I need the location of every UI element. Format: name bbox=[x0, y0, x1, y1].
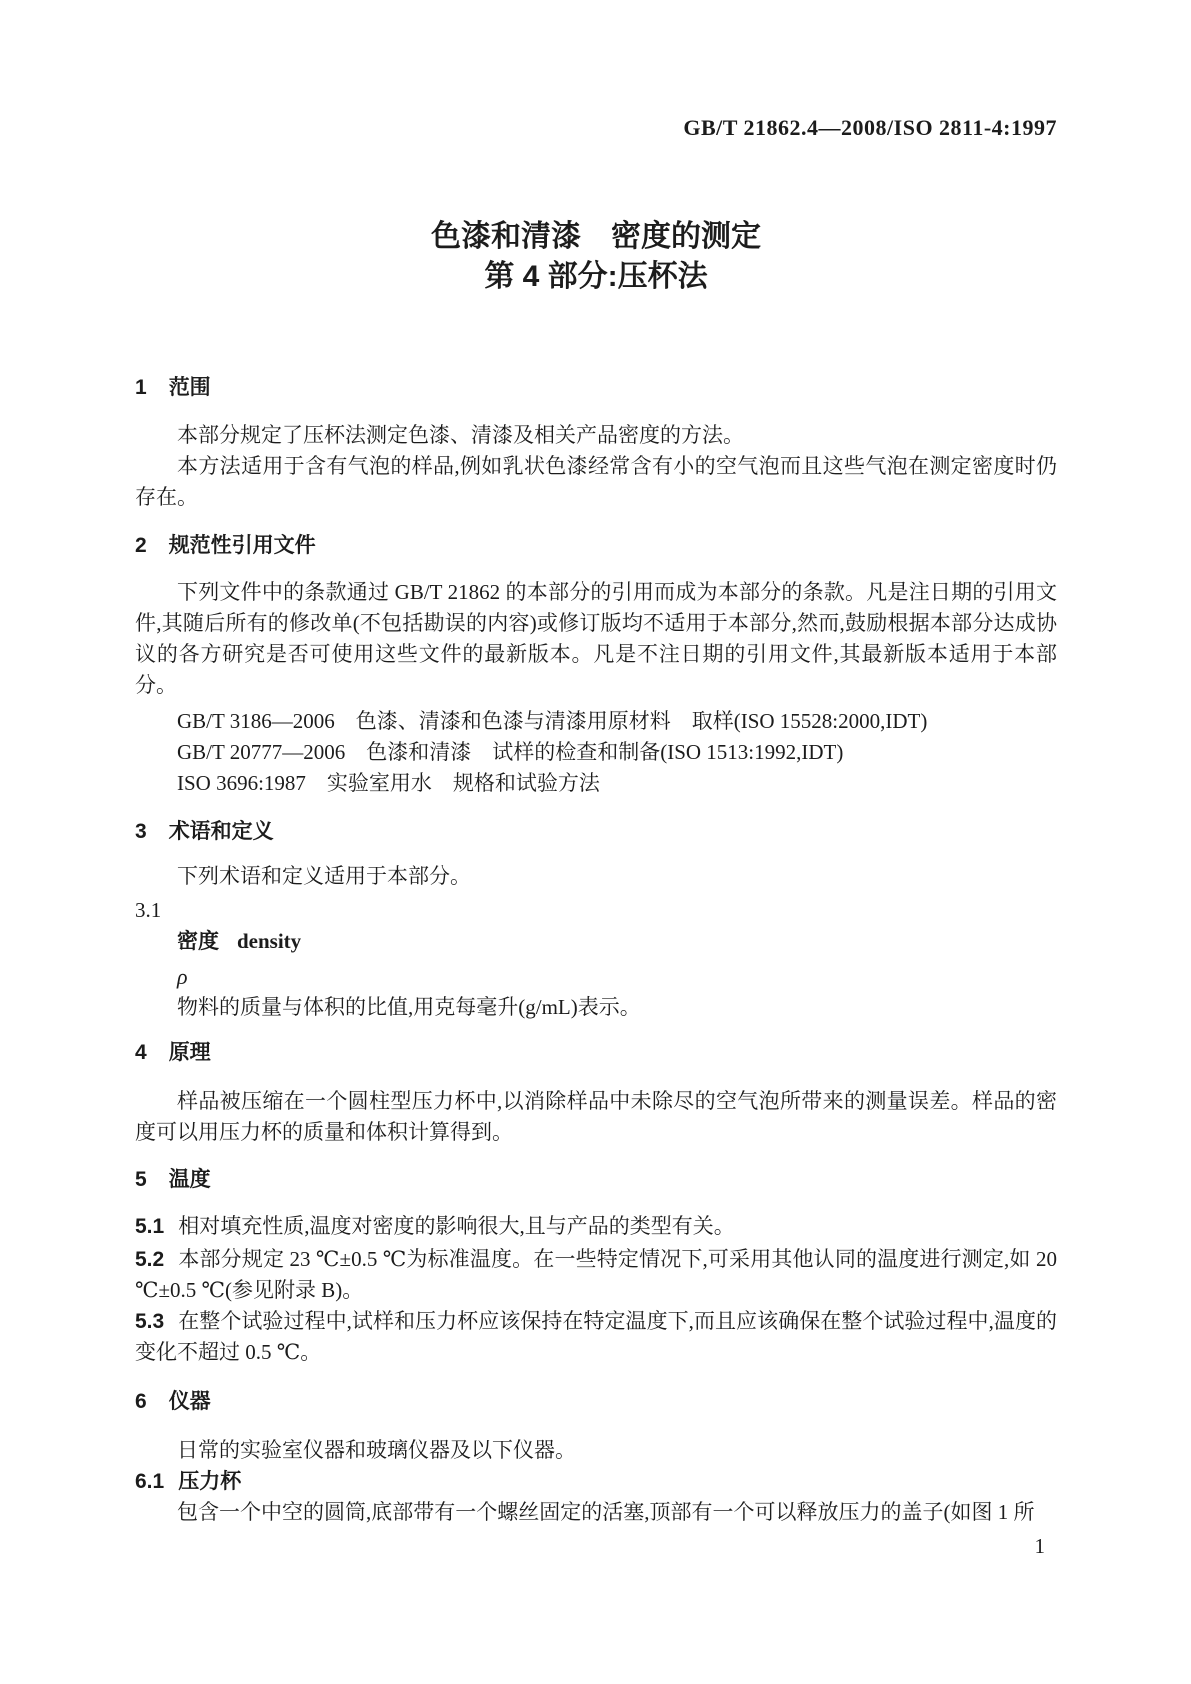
document-title-line1: 色漆和清漆 密度的测定 bbox=[431, 220, 761, 253]
term-chinese: 密度 bbox=[177, 930, 219, 953]
clause-6-1-heading bbox=[135, 1466, 1057, 1497]
section-3-heading bbox=[135, 816, 1057, 847]
section-2-paragraph-1: 下列文件中的条款通过 GB/T 21862 的本部分的引用而成为本部分的条款。凡是注日期的引用文件,其随后所有的修改单(不包括勘误的内容)或修订版均不适用于本部分,然而,鼓励根据本部分达成协议的各方研究是否可使用这些文件的最新版本。凡是不注日期的引用文件,其最新版本适用于本部分。 bbox=[135, 580, 1057, 697]
section-6-title: 仪器 bbox=[168, 1390, 211, 1413]
section-5-title: 温度 bbox=[168, 1168, 211, 1191]
clause-5-3 bbox=[135, 1306, 1057, 1368]
term-english: density bbox=[237, 929, 302, 953]
section-2-title: 规范性引用文件 bbox=[168, 534, 316, 557]
normative-reference-3: ISO 3696:1987 实验室用水 规格和试验方法 bbox=[177, 771, 600, 795]
clause-6-1-number: 6.1 bbox=[135, 1470, 165, 1493]
clause-5-2 bbox=[135, 1244, 1057, 1306]
section-2-number: 2 bbox=[135, 534, 147, 557]
section-1-heading bbox=[135, 372, 1057, 403]
section-5-number: 5 bbox=[135, 1168, 147, 1191]
clause-3-1-number: 3.1 bbox=[135, 898, 162, 922]
density-definition: 物料的质量与体积的比值,用克每毫升(g/mL)表示。 bbox=[177, 995, 641, 1019]
section-4-heading bbox=[135, 1037, 1057, 1068]
section-6-heading bbox=[135, 1386, 1057, 1417]
section-1-paragraph-1: 本部分规定了压杯法测定色漆、清漆及相关产品密度的方法。 bbox=[177, 423, 744, 447]
normative-reference-2: GB/T 20777—2006 色漆和清漆 试样的检查和制备(ISO 1513:1992,IDT) bbox=[177, 740, 844, 764]
section-1-paragraph-2: 本方法适用于含有气泡的样品,例如乳状色漆经常含有小的空气泡而且这些气泡在测定密度时仍存在。 bbox=[135, 454, 1057, 509]
section-5-heading bbox=[135, 1164, 1057, 1195]
density-symbol: ρ bbox=[177, 964, 188, 989]
section-4-number: 4 bbox=[135, 1041, 147, 1064]
section-1-number: 1 bbox=[135, 376, 147, 399]
clause-5-1-number: 5.1 bbox=[135, 1215, 165, 1238]
clause-5-1-text: 相对填充性质,温度对密度的影响很大,且与产品的类型有关。 bbox=[178, 1214, 735, 1238]
section-3-paragraph-1: 下列术语和定义适用于本部分。 bbox=[177, 864, 471, 888]
clause-5-3-text: 在整个试验过程中,试样和压力杯应该保持在特定温度下,而且应该确保在整个试验过程中,温度的变化不超过 0.5 ℃。 bbox=[135, 1309, 1057, 1364]
section-1-title: 范围 bbox=[168, 376, 211, 399]
section-6-paragraph-1: 日常的实验室仪器和玻璃仪器及以下仪器。 bbox=[177, 1438, 576, 1462]
section-3-title: 术语和定义 bbox=[168, 820, 274, 843]
section-4-title: 原理 bbox=[168, 1041, 211, 1064]
document-title-line2: 第 4 部分:压杯法 bbox=[484, 260, 708, 293]
clause-6-1-title: 压力杯 bbox=[178, 1470, 242, 1493]
clause-6-1-paragraph: 包含一个中空的圆筒,底部带有一个螺丝固定的活塞,顶部有一个可以释放压力的盖子(如图 1 所 bbox=[177, 1500, 1035, 1524]
clause-5-3-number: 5.3 bbox=[135, 1310, 165, 1333]
section-6-number: 6 bbox=[135, 1390, 147, 1413]
document-content bbox=[135, 0, 1057, 1562]
clause-5-1 bbox=[135, 1211, 1057, 1242]
normative-reference-1: GB/T 3186—2006 色漆、清漆和色漆与清漆用原材料 取样(ISO 15528:2000,IDT) bbox=[177, 709, 928, 733]
section-2-heading bbox=[135, 530, 1057, 561]
page-number: 1 bbox=[1034, 1534, 1045, 1558]
standard-code-header: GB/T 21862.4—2008/ISO 2811-4:1997 bbox=[683, 115, 1057, 140]
section-4-paragraph-1: 样品被压缩在一个圆柱型压力杯中,以消除样品中未除尽的空气泡所带来的测量误差。样品的密度可以用压力杯的质量和体积计算得到。 bbox=[135, 1089, 1057, 1144]
clause-5-2-number: 5.2 bbox=[135, 1248, 165, 1271]
term-definition-line bbox=[135, 926, 1057, 957]
section-3-number: 3 bbox=[135, 820, 147, 843]
clause-5-2-text: 本部分规定 23 ℃±0.5 ℃为标准温度。在一些特定情况下,可采用其他认同的温度进行测定,如 20 ℃±0.5 ℃(参见附录 B)。 bbox=[135, 1247, 1057, 1302]
